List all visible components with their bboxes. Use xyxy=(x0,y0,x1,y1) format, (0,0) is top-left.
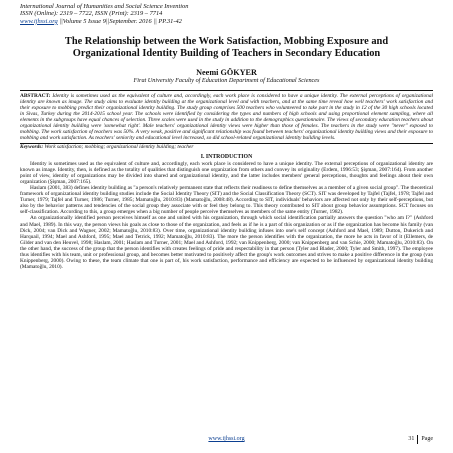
keywords-label: Keywords: xyxy=(20,143,44,150)
paper-title: The Relationship between the Work Satisfaction, Mobbing Exposure and Organizational Identity Building of Teachers in Secondary Education xyxy=(64,36,389,59)
page-number: 31 xyxy=(408,436,415,442)
footer-url-link[interactable]: www.ijhssi.org xyxy=(208,436,245,442)
journal-name: International Journal of Humanities and Social Science Invention xyxy=(20,3,189,10)
body-paragraph: An organizationally identified person perceives himself as one and united with his organization, through which social identification partially answers the question "who am I?" (Ashford and Mael, 1989). In this way, the person views his goals as close to those of the organization, and feels as if he is a part of this organization or as if the organization has become his family (van Dick, 2004; van Dick and Wagner, 2002; Mamatoğlu, 2010:83). Over time, organizational identity building infuses into one's self concept (Ashford and Mael, 1989; Dutton, Dukerich and Harquail, 1994; Mael and Ashford, 1995; Mael and Tetrick, 1992; Mamatoğlu, 2010:83). The more the person identifies with the organization, the more he acts in favor of it (Ellemers, de Gilder and van den Heuvel, 1998; Haslam, 2001; Haslam and Turner, 2001; Mael and Ashford, 1992; van Knippenberg, 2000; van Knippenberg and van Schie, 2000; Mamatoğlu, 2010:83). On the other hand, the success of the group that the person identifies with creates feelings of pride and respectability in that person (Tyler and Blader, 2000; Tyler and Smith, 1997). The employee thus identifies with his team, unit or professional group, and becomes better motivated to positively affect the group's work outcomes and strives to make a positive difference in the group (van Knippenberg, 2000). Owing to these, the team climate that one is part of, his work satisfaction, performance and efficiency are expected to be influenced by organizational identity building (Mamatoğlu, 2010). xyxy=(20,215,433,270)
introduction-body xyxy=(20,161,433,270)
abstract xyxy=(20,90,433,144)
journal-issn: ISSN (Online): 2319 – 7722, ISSN (Print): 2319 – 7714 xyxy=(20,10,163,18)
keywords-text: Work satisfaction; mobbing; organizational identity building; teacher xyxy=(44,143,194,150)
journal-meta xyxy=(20,18,433,25)
journal-header xyxy=(20,3,433,25)
body-paragraph: Haslam (2001, 383) defines identity building as "a person's relatively permanent state that reflects their readiness to define themselves as a member of a given social group". The theoretical framework of organizational identity building studies include the Social Identity Theory (SIT) and the Social Classification Theory (SCT). SIT was developed by Tajfel (Tajfel, 1978; Tajfel and Turner, 1979; Tajfel and Turner, 1986; Turner, 1985; Mamatoğlu, 2010:83) (Mamatoğlu, 2008:48). According to SIT, individuals' behaviors are affected not only by their self-perceptions, but also by the behavior patterns and tendencies of the social group they associate with or feel they belong to. This theory contributed to SIT about group behavior assumptions. SCT focuses on self-classification. According to this, a group emerges when a big number of people perceive themselves as members of the same entity (Turner, 1982). xyxy=(20,185,433,216)
page-footer xyxy=(20,435,433,444)
body-paragraph: Identity is sometimes used as the equivalent of culture and, accordingly, each work place is considered to have a unique identity. The external perceptions of organizational identity are known as image. Identity, then, is defined as the totality of qualities that distinguish one organization from others and convey its originality (Erdem, 1996:53; Şişman, 2007:164). From another point of view, identity of organizations may be divided into shared and organizational identity, and the latter includes members' general perceptions, thoughts and feelings about their own organization (Şişman, 2007:165). xyxy=(20,161,433,186)
journal-issue: ||Volume 5 Issue 9||September. 2016 || PP.31-42 xyxy=(59,17,182,25)
page-number-block xyxy=(408,435,433,444)
author-affiliation: Firat University Faculty of Education Department of Educational Sciences xyxy=(133,77,320,85)
journal-url-link[interactable]: www.ijhssi.org xyxy=(20,17,58,25)
author-name: Neemi GÖKYER xyxy=(196,68,257,78)
abstract-label: ABSTRACT: xyxy=(20,92,51,99)
section-heading: I. INTRODUCTION xyxy=(200,154,253,161)
abstract-text: Identity is sometimes used as the equivalent of culture and, accordingly, each work place is considered to have a unique identity. The external perceptions of organizational identity are known as image. The study aims to evaluate identity building at the organizational level and with teachers, and at the same time reveal how well teachers' work satisfaction and their exposure to mobbing predict their organizational identity building. The study group comprises 500 teachers who volunteered to take part in the study in 12 of the 30 high schools located in Sivas, Turkey during the 2014-2015 school year. The schools were identified by considering the types and numbers of high schools and using proportional element sampling, where all elements in the subgroups have equal chances of selection. Three scales were used in the study in addition to the demographics questionnaire. The views of secondary education teachers about organizational identity building were 'somewhat right'. Male teachers' organizational identity views were higher than those of females. The teachers in the study were "never" exposed to mobbing. The work satisfaction of teachers was 50%. A very weak, positive and significant relationship was found between teachers' organizational identity building views and their exposure to mobbing and work satisfaction. As teachers' seniority and educational level increased, so did school-related organizational identity building levels. xyxy=(20,92,433,141)
keywords xyxy=(20,144,433,150)
page-label: Page xyxy=(417,435,433,444)
